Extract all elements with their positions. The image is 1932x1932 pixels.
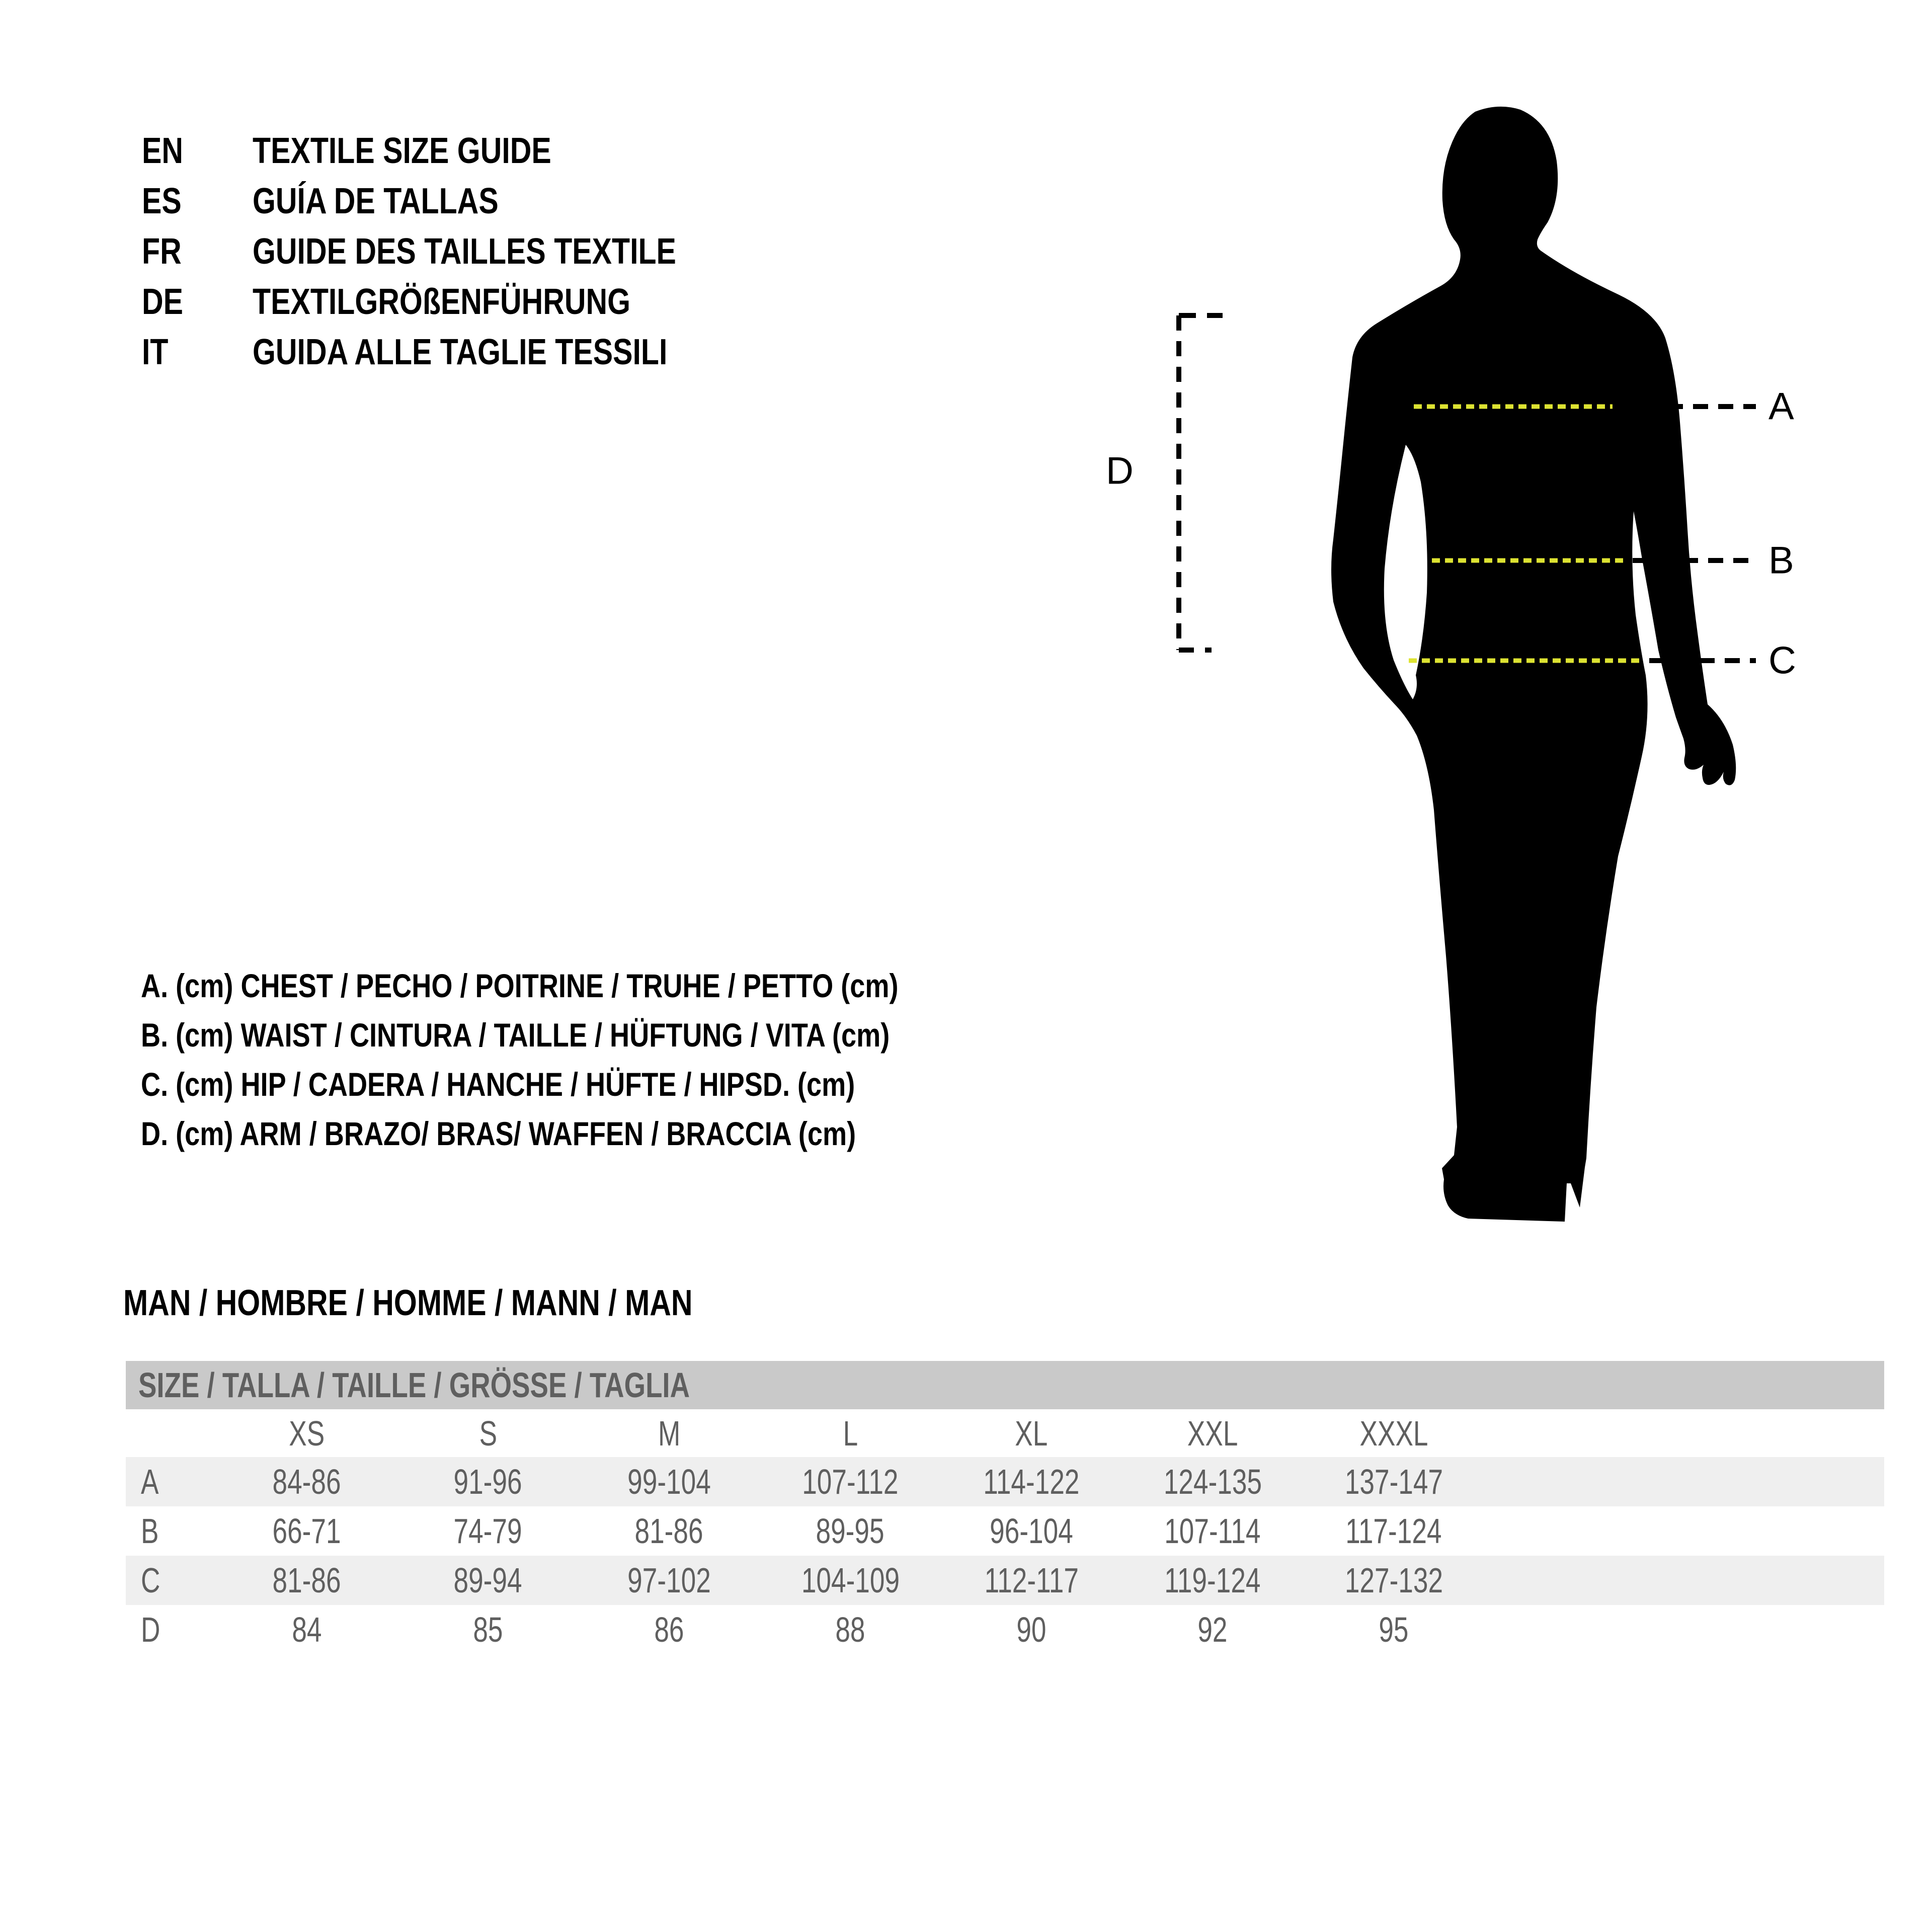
- legend-item-waist: B. (cm) WAIST / CINTURA / TAILLE / HÜFTUNG / VITA (cm): [141, 1016, 890, 1054]
- guide-title-it: GUIDA ALLE TAGLIE TESSILI: [253, 332, 668, 372]
- table-row-arm: [126, 1605, 1884, 1654]
- cell-arm-xxl: 92: [1197, 1610, 1228, 1649]
- table-row-chest: [126, 1457, 1884, 1506]
- waist-label: B: [1768, 539, 1794, 582]
- column-header-m: M: [658, 1413, 681, 1453]
- legend-item-chest: A. (cm) CHEST / PECHO / POITRINE / TRUHE / PETTO (cm): [141, 967, 899, 1004]
- row-label: C: [141, 1561, 160, 1600]
- hip-label: C: [1768, 639, 1796, 682]
- cell-hip-l: 104-109: [801, 1561, 900, 1600]
- guide-title-en: TEXTILE SIZE GUIDE: [253, 131, 551, 171]
- measurement-figure: [1057, 75, 1862, 1308]
- row-label: B: [141, 1511, 159, 1551]
- cell-chest-xl: 114-122: [983, 1462, 1080, 1501]
- language-code: ES: [142, 181, 182, 221]
- row-label: D: [141, 1610, 160, 1649]
- column-header-s: S: [479, 1413, 497, 1453]
- cell-hip-xxl: 119-124: [1164, 1561, 1261, 1600]
- table-row-hip: [126, 1556, 1884, 1605]
- cell-waist-xxl: 107-114: [1164, 1511, 1261, 1551]
- cell-arm-xxxl: 95: [1379, 1610, 1409, 1649]
- cell-chest-xxxl: 137-147: [1344, 1462, 1443, 1501]
- cell-hip-m: 97-102: [627, 1561, 711, 1600]
- cell-chest-m: 99-104: [627, 1462, 711, 1501]
- column-header-xl: XL: [1015, 1413, 1048, 1453]
- size-table-header-label: SIZE / TALLA / TAILLE / GRÖSSE / TAGLIA: [138, 1365, 690, 1405]
- measurement-legend: [141, 961, 1065, 1158]
- cell-waist-m: 81-86: [634, 1511, 704, 1551]
- guide-title-es: GUÍA DE TALLAS: [253, 181, 499, 221]
- legend-item-hip: C. (cm) HIP / CADERA / HANCHE / HÜFTE / HIPSD. (cm): [141, 1066, 855, 1103]
- cell-waist-l: 89-95: [816, 1511, 885, 1551]
- cell-chest-xs: 84-86: [272, 1462, 342, 1501]
- cell-chest-xxl: 124-135: [1163, 1462, 1262, 1501]
- size-table-header-bar: [126, 1361, 1884, 1409]
- cell-arm-m: 86: [654, 1610, 684, 1649]
- column-header-xxl: XXL: [1187, 1413, 1238, 1453]
- cell-waist-xl: 96-104: [990, 1511, 1073, 1551]
- guide-title-de: TEXTILGRÖßENFÜHRUNG: [253, 282, 631, 322]
- section-title-man: MAN / HOMBRE / HOMME / MANN / MAN: [123, 1283, 693, 1323]
- legend-item-arm: D. (cm) ARM / BRAZO/ BRAS/ WAFFEN / BRACCIA (cm): [141, 1115, 856, 1152]
- size-table-column-headers: [126, 1409, 1884, 1457]
- cell-hip-s: 89-94: [453, 1561, 523, 1600]
- cell-hip-xs: 81-86: [272, 1561, 342, 1600]
- cell-waist-xxxl: 117-124: [1345, 1511, 1442, 1551]
- man-silhouette: [1331, 107, 1736, 1222]
- language-code: EN: [142, 131, 184, 171]
- cell-arm-xl: 90: [1016, 1610, 1046, 1649]
- cell-waist-s: 74-79: [453, 1511, 523, 1551]
- language-code: FR: [142, 231, 182, 272]
- column-header-xs: XS: [289, 1413, 325, 1453]
- column-header-xxxl: XXXL: [1359, 1413, 1428, 1453]
- cell-chest-s: 91-96: [453, 1462, 523, 1501]
- table-row-waist: [126, 1506, 1884, 1556]
- row-label: A: [141, 1462, 159, 1501]
- cell-arm-xs: 84: [292, 1610, 322, 1649]
- cell-arm-l: 88: [835, 1610, 865, 1649]
- language-code: DE: [142, 282, 184, 322]
- cell-hip-xxxl: 127-132: [1344, 1561, 1443, 1600]
- cell-chest-l: 107-112: [802, 1462, 899, 1501]
- column-header-empty: [126, 1409, 216, 1457]
- guide-title-fr: GUIDE DES TAILLES TEXTILE: [253, 231, 676, 272]
- cell-arm-s: 85: [473, 1610, 503, 1649]
- cell-waist-xs: 66-71: [272, 1511, 342, 1551]
- language-code: IT: [142, 332, 169, 372]
- cell-hip-xl: 112-117: [984, 1561, 1079, 1600]
- column-header-l: L: [843, 1413, 858, 1453]
- arm-label: D: [1106, 449, 1134, 493]
- chest-label: A: [1768, 385, 1794, 428]
